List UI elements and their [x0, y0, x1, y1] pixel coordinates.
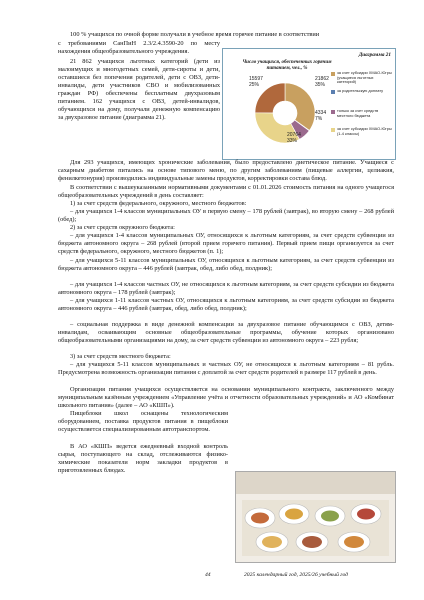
list-2-item-e: – социальная поддержка в виде денежной компенсации за двухразовое питание обучающимся с ОВЗ, детям-инвалидам, осваивающим основные общеобразовательные программы, обучение которых организовано общеобразовательными организациями на дому, за счет средств субвенции из автономного округа – 223 рубля; — [58, 321, 394, 345]
paragraph-contract: Организация питания учащихся осуществляется на основании муниципального контракта, заключенного между муниципальным казённым учреждением «Управление учёта и отчетности образовательных учреждений» и АО «Комбинат школьного питания» (далее – АО «КШП»). — [58, 386, 394, 410]
legend-item-1: за счет субсидии ХМАО-Югры (учащиеся льготных категорий) — [337, 71, 393, 85]
chart-title: Диаграмма 21 — [358, 52, 391, 58]
legend-item-4: за счет субсидии ХМАО-Югры (1-4 классы) — [337, 127, 393, 136]
list-2-item-a: – для учащихся 1-4 классов муниципальных ОУ, относящихся к льготным категориям, за счет средств субвенции из бюджета автономного округа – 268 рублей (второй прием горячего питания). Первый прием пищи организуется за счет средств федерального, окружного, местного бюджетов (п. 1); — [58, 232, 394, 256]
page-number: 44 — [205, 572, 211, 578]
paragraph-cost-intro: В соответствии с вышеуказанными нормативными документами с 01.01.2026 стоимость питания на одного учащегося общеобразовательных учреждений в день составляет: — [58, 184, 394, 200]
list-1-heading: 1) за счет средств федерального, окружного, местного бюджетов: — [70, 200, 247, 207]
footer-caption: 2025 календарный год, 2025/26 учебный год — [244, 572, 349, 578]
legend-item-3: только за счет средств местного бюджета — [337, 109, 393, 118]
list-1-item-a: – для учащихся 1-4 классов муниципальных ОУ в первую смену – 178 рублей (завтрак), во вторую смену – 268 рублей (обед); — [58, 208, 394, 224]
legend-item-2: за родительскую доплату — [337, 89, 393, 94]
legend-swatch — [331, 128, 335, 132]
paragraph-privileged-categories: 21 862 учащихся льготных категорий (дети из малоимущих и многодетных семей, дети-сироты и дети, оставшиеся без попечения родителей, дети с ОВЗ, дети-инвалиды, дети участников СВО и мобилизованных граждан РФ) обеспечены бесплатным двухразовым питанием. 162 учащихся с ОВЗ, детей-инвалидов, обучающихся на дому, получали денежную компенсацию за двухразовое питание (диаграмма 21). — [58, 58, 220, 122]
list-2-item-b: – для учащихся 5-11 классов муниципальных ОУ, относящихся к льготным категориям, за счет средств субвенции из бюджета автономного округа – 446 рублей (завтрак, обед, либо обед, полдник); — [58, 257, 394, 273]
pie-svg — [223, 49, 395, 159]
list-3-heading: 3) за счет средств местного бюджета: — [70, 353, 171, 360]
legend-swatch — [331, 90, 335, 94]
slice-label-4: 20764 33% — [287, 132, 301, 144]
slice-label-3: 4334 7% — [315, 110, 327, 122]
pie-slice-1 — [285, 83, 315, 130]
paragraph-quality-control: В АО «КШП» ведется ежедневный входной контроль сырья, поступающего на склад, отслеживаются физико-химические показатели норм закладки продуктов в приготовленных блюдах. — [58, 443, 228, 475]
slice-label-1: 21862 35% — [315, 76, 329, 88]
paragraph-equipment: Пищеблоки школ оснащены технологическим оборудованием, поставка продуктов питания в пищеблоки осуществляется специализированным автотранспортом. — [58, 410, 228, 434]
pie-chart — [222, 48, 396, 160]
chart-subtitle: Число учащихся, обеспеченных горячим питанием, чел., % — [242, 60, 332, 71]
paragraph-sanpin: с требованиями СанПиН 2.3/2.4.3590-20 по месту нахождения общеобразовательного учреждения. — [58, 40, 220, 56]
paragraph-hot-meals: 100 % учащихся по очной форме получали в учебное время горячее питание в соответствии — [70, 31, 320, 38]
list-3-item-a: – для учащихся 5-11 классов муниципальных и частных ОУ, не относящихся к льготным категориям – 81 рубль. Предусмотрена возможность организации питания с доплатой за счет средств родителей в размере 117 рублей в день. — [58, 361, 394, 377]
paragraph-diet: Для 293 учащихся, имеющих хронические заболевания, было предоставлено диетическое питание. Учащиеся с сахарным диабетом питались на основе типового меню, по другим заболеваниям (пищевые аллергии, целиакия, фенилкетонурия) производились индивидуальные замены продуктов, корректировки состава блюд. — [58, 159, 394, 183]
legend-swatch — [331, 72, 335, 76]
list-2-heading: 2) за счет средств окружного бюджета: — [70, 224, 175, 231]
photo-school-meals — [235, 471, 396, 563]
slice-label-5: 15597 25% — [249, 76, 263, 88]
legend-swatch — [331, 110, 335, 114]
list-2-item-c: – для учащихся 1-4 классов частных ОУ, не относящихся к льготным категориям, за счет средств субсидии из бюджета автономного округа – 178 рублей (завтрак); — [58, 281, 394, 297]
list-2-item-d: – для учащихся 1-11 классов частных ОУ, относящихся к льготным категориям, за счет средств субсидии из бюджета автономного округа – 446 рублей (завтрак, обед, либо обед, полдник); — [58, 297, 394, 313]
